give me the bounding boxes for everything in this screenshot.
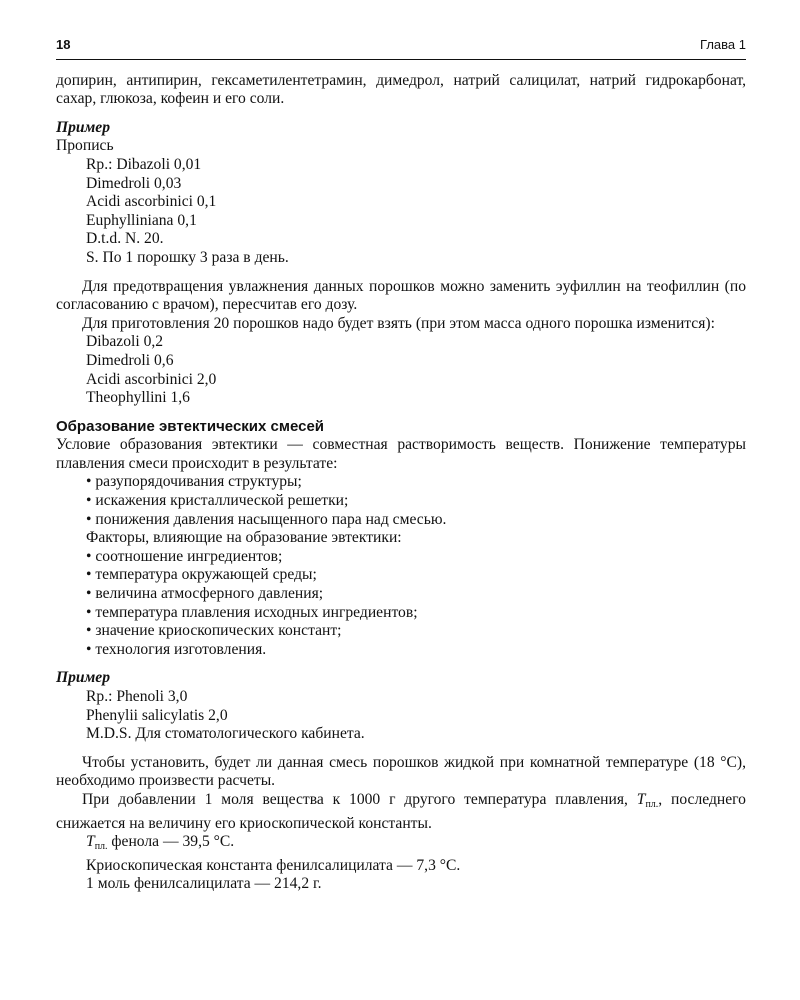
list-item: • понижения давления насыщенного пара над смесью. [56,511,746,530]
paragraph: Для приготовления 20 порошков надо будет взять (при этом масса одного порошка изменится): [82,314,715,332]
prescription-line: Rp.: Phenoli 3,0 [86,688,188,705]
list-item: • разупорядочивания структуры; [56,473,746,492]
quantity-line: Dimedroli 0,6 [86,351,174,369]
chapter-title: Глава 1 [700,37,746,52]
prescription-line: S. По 1 порошку 3 раза в день. [86,248,289,266]
prescription-line: Rp.: Dibazoli 0,01 [86,155,202,173]
list-item: • температура окружающей среды; [56,566,746,585]
list-item: • значение криоскопических констант; [56,622,746,641]
prescription-line: D.t.d. N. 20. [86,230,164,248]
list-item: • температура плавления исходных ингредиентов; [56,604,746,623]
quantity-line: Theophyllini 1,6 [86,389,190,407]
prescription-line: Euphylliniana 0,1 [86,211,197,229]
melting-temp-subscript: пл. [94,841,108,853]
prescription-label: Пропись [56,137,114,155]
prescription-line: M.D.S. Для стоматологического кабинета. [86,725,365,743]
book-page [56,36,746,894]
melting-temp-symbol: T [636,790,646,808]
list-item: • технология изготовления. [56,641,746,660]
quantity-line: Acidi ascorbinici 2,0 [86,370,217,388]
causes-list [56,473,746,529]
example-heading: Пример [56,118,110,136]
running-head [56,36,746,60]
quantity-line: Dibazoli 0,2 [86,333,164,351]
melting-temp-symbol: T [86,833,95,851]
list-item: • величина атмосферного давления; [56,585,746,604]
paragraph: Чтобы установить, будет ли данная смесь порошков жидкой при комнатной температуре (18 °С), необходимо произвести расчеты. [56,753,746,790]
page-number: 18 [56,37,71,52]
paragraph-text: , последнего снижается на величину его криоскопической константы. [56,790,746,832]
list-item: • соотношение ингредиентов; [56,548,746,567]
intro-paragraph: допирин, антипирин, гексаметилентетрамин, димедрол, натрий салицилат, натрий гидрокарбонат, сахар, глюкоза, кофеин и его соли. [56,71,746,108]
fact-line: 1 моль фенилсалицилата — 214,2 г. [86,875,322,893]
quantities-block [56,333,746,407]
paragraph [56,791,746,833]
fact-line [56,833,746,857]
fact-text: фенола — 39,5 °С. [107,833,235,851]
list-item: • искажения кристаллической решетки; [56,492,746,511]
melting-temp-subscript: пл. [645,798,659,810]
prescription-block [56,156,746,268]
prescription-line: Acidi ascorbinici 0,1 [86,193,217,211]
prescription-block [56,688,746,744]
factors-intro: Факторы, влияющие на образование эвтектики: [86,529,402,547]
paragraph-text: При добавлении 1 моля вещества к 1000 г другого температура плавления, [82,790,628,808]
factors-list [56,548,746,660]
fact-line: Криоскопическая константа фенилсалицилата — 7,3 °С. [86,856,461,874]
section-heading: Образование эвтектических смесей [56,417,325,435]
prescription-line: Dimedroli 0,03 [86,174,182,192]
paragraph: Для предотвращения увлажнения данных порошков можно заменить эуфиллин на теофиллин (по согласованию с врачом), пересчитав его дозу. [56,277,746,314]
page-body [56,72,746,894]
prescription-line: Phenylii salicylatis 2,0 [86,706,228,724]
example-heading: Пример [56,669,110,687]
paragraph: Условие образования эвтектики — совместная растворимость веществ. Понижение температуры плавления смеси происходит в результате: [56,436,746,472]
